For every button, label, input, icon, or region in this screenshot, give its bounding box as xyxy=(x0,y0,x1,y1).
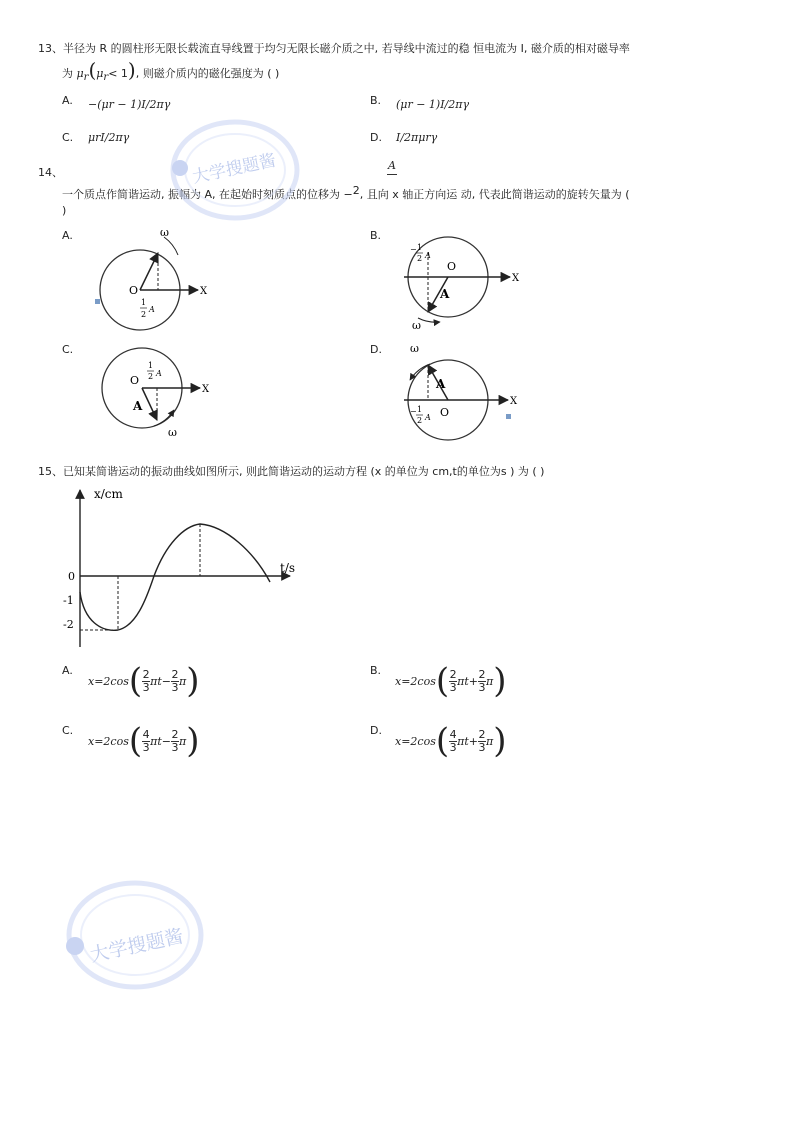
tick-neg2: -2 xyxy=(63,618,74,631)
a-label-b: A xyxy=(440,287,450,301)
watermark-text-top: 大学搜题酱 xyxy=(190,150,278,188)
half-num-b: 1 xyxy=(417,243,423,252)
q14-text-line xyxy=(62,186,630,202)
q15-b-pi: π xyxy=(486,674,494,688)
q15-c-lead: x=2cos xyxy=(88,734,129,748)
q13-r-sub: r xyxy=(83,72,89,84)
q15-d-lead: x=2cos xyxy=(395,734,436,748)
half-den-d: 2 xyxy=(417,416,423,425)
omega-label-d: ω xyxy=(410,342,419,355)
x-label-b: X xyxy=(512,273,520,284)
q15-c-n1: 4 xyxy=(142,727,150,741)
q13-line2-pre: 为 xyxy=(62,67,73,80)
half-a-b: A xyxy=(425,251,431,260)
watermark-text-bottom: 大学搜题酱 xyxy=(88,925,186,967)
half-num-c: 1 xyxy=(148,361,154,370)
q15-b-pit: πt xyxy=(457,674,469,688)
vector-a xyxy=(140,253,158,290)
q14-figure-c[interactable] xyxy=(92,340,212,440)
q15-d-n2: 2 xyxy=(478,727,486,741)
half-den-a: 2 xyxy=(141,310,147,319)
x-label-a: X xyxy=(200,286,208,297)
q13-option-a-text: −(μr − 1)I/2πγ xyxy=(88,98,171,111)
minus-b: − xyxy=(410,245,417,254)
half-a-a: A xyxy=(149,305,155,314)
q14-option-b-label[interactable]: B. xyxy=(370,229,382,242)
origin-d: O xyxy=(440,406,450,419)
origin-a: O xyxy=(129,284,139,297)
q15-c-pi: π xyxy=(179,734,187,748)
q13-option-b-label[interactable]: B. xyxy=(370,94,382,107)
q14-text-post: , 且向 x 轴正方向运 动, 代表此简谐运动的旋转矢量为 ( xyxy=(359,188,630,201)
half-den-c: 2 xyxy=(148,372,154,381)
vibration-curve xyxy=(80,524,270,630)
marker-square-d xyxy=(506,414,511,419)
origin-b: O xyxy=(447,260,457,273)
q15-a-pit: πt xyxy=(150,674,162,688)
q14-fraction xyxy=(387,160,397,177)
q13-option-d-label[interactable]: D. xyxy=(370,131,382,144)
q15-b-n1: 2 xyxy=(449,667,457,681)
q14-frac-num: A xyxy=(388,159,396,172)
q15-option-a-label[interactable]: A. xyxy=(62,664,73,677)
q14-option-d-label[interactable]: D. xyxy=(370,343,382,356)
q14-option-a-label[interactable]: A. xyxy=(62,229,73,242)
q13-cond: < 1 xyxy=(108,67,128,80)
q15-d-op: + xyxy=(468,734,478,748)
rotation-arrow-a xyxy=(164,237,178,255)
q13-r-sub2: r xyxy=(103,72,109,84)
omega-label-b: ω xyxy=(412,319,421,332)
watermark-logo-bottom xyxy=(55,870,215,1000)
q15-c-op: − xyxy=(161,734,171,748)
q15-a-pi: π xyxy=(179,674,187,688)
x-label-d: X xyxy=(510,396,518,407)
y-axis-label: x/cm xyxy=(94,487,123,501)
q15-option-b-formula: x=2cos ( $\frac{2}{3}$ πt + $\frac{2}{3}$ π ) xyxy=(395,661,507,701)
q14-number: 14、 xyxy=(38,166,63,179)
origin-c: O xyxy=(130,374,140,387)
q15-option-b-label[interactable]: B. xyxy=(370,664,382,677)
q15-a-n2: 2 xyxy=(171,667,179,681)
q15-c-d1: 3 xyxy=(142,740,150,754)
q13-option-b-text: (μr − 1)I/2πγ xyxy=(396,98,470,111)
q13-mu2: μ xyxy=(96,67,104,80)
watermark-logo-top xyxy=(160,110,310,230)
q15-option-c-label[interactable]: C. xyxy=(62,724,74,737)
q15-b-d1: 3 xyxy=(449,680,457,694)
half-num-a: 1 xyxy=(141,298,147,307)
q15-b-lead: x=2cos xyxy=(395,674,436,688)
q14-option-c-label[interactable]: C. xyxy=(62,343,74,356)
half-a-c: A xyxy=(156,369,162,378)
q15-option-d-formula: x=2cos ( $\frac{4}{3}$ πt + $\frac{2}{3}$ π ) xyxy=(395,721,507,761)
q14-figure-a[interactable] xyxy=(90,225,220,335)
tick-neg1: -1 xyxy=(63,594,74,607)
q15-a-d1: 3 xyxy=(142,680,150,694)
q13-line2-post: , 则磁介质内的磁化强度为 ( ) xyxy=(135,67,280,80)
q15-d-n1: 4 xyxy=(449,727,457,741)
q15-a-d2: 3 xyxy=(171,680,179,694)
q15-d-pit: πt xyxy=(457,734,469,748)
q13-option-c-text: μrI/2πγ xyxy=(88,131,130,144)
minus-d: − xyxy=(410,407,417,416)
q13-line1: 13、半径为 R 的圆柱形无限长载流直导线置于均匀无限长磁介质之中, 若导线中流过的稳 恒电流为 I, 磁介质的相对磁导率 xyxy=(38,42,630,55)
q15-b-op: + xyxy=(468,674,478,688)
q15-a-op: − xyxy=(161,674,171,688)
half-den-b: 2 xyxy=(417,254,423,263)
q14-text-close: ) xyxy=(62,204,67,217)
omega-label-a: ω xyxy=(160,226,169,239)
q15-a-n1: 2 xyxy=(142,667,150,681)
q15-d-d2: 3 xyxy=(478,740,486,754)
q15-option-c-formula: x=2cos ( $\frac{4}{3}$ πt − $\frac{2}{3}$ π ) xyxy=(88,721,200,761)
q15-d-d1: 3 xyxy=(449,740,457,754)
q15-option-d-label[interactable]: D. xyxy=(370,724,382,737)
a-label-d: A xyxy=(436,377,446,391)
q15-c-d2: 3 xyxy=(171,740,179,754)
q15-b-d2: 3 xyxy=(478,680,486,694)
q15-c-pit: πt xyxy=(150,734,162,748)
q15-vibration-graph[interactable] xyxy=(58,482,298,652)
q13-option-d-text: I/2πμrγ xyxy=(396,131,438,144)
q15-option-a-formula: x=2cos ( $\frac{2}{3}$ πt − $\frac{2}{3}$ π ) xyxy=(88,661,200,701)
q15-text: 15、已知某简谐运动的振动曲线如图所示, 则此简谐运动的运动方程 (x 的单位为 cm,t的单位为s ) 为 ( ) xyxy=(38,465,545,478)
omega-label-c: ω xyxy=(168,426,177,439)
q15-b-n2: 2 xyxy=(478,667,486,681)
q13-line2: 为 $\mu_r(\mu_r< 1)$, 则磁介质内的磁化强度为 ( ) xyxy=(62,58,280,84)
q13-option-c-label[interactable]: C. xyxy=(62,131,74,144)
q14-text-pre: 一个质点作简谐运动, 振幅为 A, 在起始时刻质点的位移为 − xyxy=(62,188,353,201)
half-num-d: 1 xyxy=(417,405,423,414)
a-label-c: A xyxy=(133,399,143,413)
x-label-c: X xyxy=(202,384,210,395)
q15-d-pi: π xyxy=(486,734,494,748)
q13-option-a-label[interactable]: A. xyxy=(62,94,73,107)
marker-square-a xyxy=(95,299,100,304)
tick-0: 0 xyxy=(68,570,75,583)
q15-a-lead: x=2cos xyxy=(88,674,129,688)
q14-frac-den: 2 xyxy=(352,184,360,197)
q13-mu: μ xyxy=(76,67,84,80)
q14-figure-d[interactable] xyxy=(400,340,520,445)
half-a-d: A xyxy=(425,413,431,422)
q15-c-n2: 2 xyxy=(171,727,179,741)
t-axis-label: t/s xyxy=(280,561,296,575)
q14-figure-b[interactable] xyxy=(400,232,520,332)
